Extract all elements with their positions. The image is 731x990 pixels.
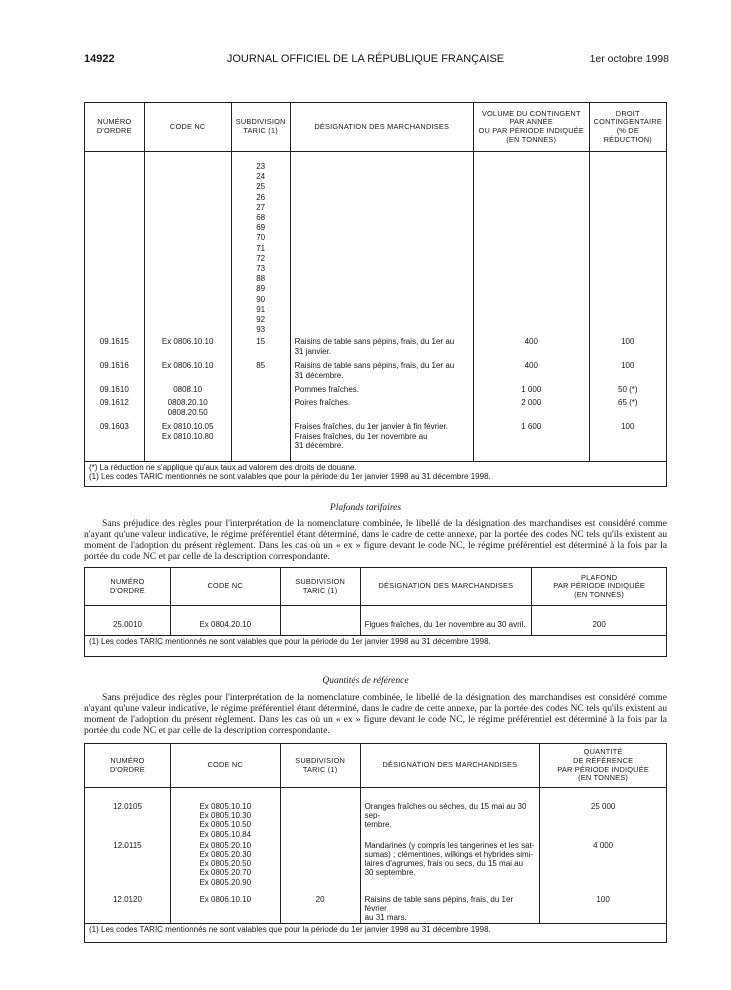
row-droit: 100 [589,360,666,384]
row-droit: 100 [589,336,666,360]
table-row [85,606,667,636]
issue-date: 1er octobre 1998 [589,53,669,65]
header-code-nc: CODE NC [170,744,280,788]
row-designation: Raisins de table sans pépins, frais, du 1er au 31 décembre. [290,360,473,384]
table-row [85,397,667,421]
row-code: 0808.10 [144,384,231,397]
footnote-reduction: (*) La réduction ne s'applique qu'aux taux ad valorem des droits de douane. [89,462,357,472]
header-subdivision: SUBDIVISION TARIC (1) [280,744,360,788]
header-designation: DÉSIGNATION DES MARCHANDISES [290,103,473,152]
table-row [85,788,667,840]
table-row [85,840,667,894]
row-droit: 100 [589,421,666,461]
table-row [85,336,667,360]
section-paragraph: Sans préjudice des règles pour l'interprétation de la nomenclature combinée, le libellé de la désignation des marchandises est considéré comme n'ayant qu'une valeur indicative, le régime préférentiel étant déterminé, dans le cadre de cette annexe, par la portée des codes NC tels qu'ils existent au moment de l'adoption du présent règlement. Dans les cas où un « ex » figure devant le code NC, le régime préférentiel est déterminé à la fois par la portée du code NC et par celle de la description correspondante. [84,692,667,736]
row-numero: 09.1603 [85,421,145,461]
footnote-taric: (1) Les codes TARIC mentionnés ne sont valables que pour la période du 1er janvier 1998 au 31 décembre 1998. [85,924,667,943]
row-designation: Raisins de table sans pépins, frais, du 1er au 31 janvier. [290,336,473,360]
header-numero: NUMÉRO D'ORDRE [85,568,171,606]
row-subdiv: 20 [280,894,360,924]
row-code: Ex 0805.10.10 Ex 0805.10.30 Ex 0805.10.50 Ex 0805.10.84 [170,788,280,840]
row-numero: 09.1610 [85,384,145,397]
row-volume: 400 [473,360,589,384]
header-droit: DROIT CONTINGENTAIRE (% DE RÉDUCTION) [589,103,666,152]
header-code-nc: CODE NC [170,568,280,606]
row-numero: 12.0120 [85,894,171,924]
row-quantite: 100 [540,894,667,924]
journal-title: JOURNAL OFFICIEL DE LA RÉPUBLIQUE FRANÇAISE [226,53,505,65]
ceiling-table [84,567,667,657]
row-volume: 1 000 [473,384,589,397]
section-paragraph: Sans préjudice des règles pour l'interprétation de la nomenclature combinée, le libellé de la désignation des marchandises est considéré comme n'ayant qu'une valeur indicative, le régime préférentiel étant déterminé, dans le cadre de cette annexe, par la portée des codes NC tels qu'ils existent au moment de l'adoption du présent règlement. Dans les cas où un « ex » figure devant le code NC, le régime préférentiel est déterminé à la fois par la portée du code NC et par celle de la description correspondante. [84,518,667,562]
row-designation: Raisins de table sans pépins, frais, du 1er février au 31 mars. [360,894,540,924]
row-volume: 1 600 [473,421,589,461]
page-number: 14922 [84,53,115,65]
row-designation: Poires fraîches. [290,397,473,421]
row-droit: 50 (*) [589,384,666,397]
header-numero: NUMÉRO D'ORDRE [85,744,171,788]
header-subdivision: SUBDIVISION TARIC (1) [280,568,360,606]
table-row [85,421,667,461]
row-subdiv [280,840,360,894]
row-numero: 12.0105 [85,788,171,840]
footnote-taric: (1) Les codes TARIC mentionnés ne sont valables que pour la période du 1er janvier 1998 au 31 décembre 1998. [89,472,491,482]
header-plafond: PLAFOND PAR PÉRIODE INDIQUÉE (EN TONNES) [532,568,667,606]
reference-quantity-table [84,743,667,943]
row-code: Ex 0805.20.10 Ex 0805.20.30 Ex 0805.20.50 Ex 0805.20.70 Ex 0805.20.90 [170,840,280,894]
header-designation: DÉSIGNATION DES MARCHANDISES [360,744,540,788]
row-code: Ex 0806.10.10 [144,336,231,360]
table-row [85,894,667,924]
row-quantite: 25 000 [540,788,667,840]
footnote-taric: (1) Les codes TARIC mentionnés ne sont valables que pour la période du 1er janvier 1998 au 31 décembre 1998. [85,636,667,657]
table-row [85,384,667,397]
header-volume: VOLUME DU CONTINGENT PAR ANNÉE OU PAR PÉRIODE INDIQUÉE (EN TONNES) [473,103,589,152]
row-designation: Mandarines (y compris les tangerines et les sat- sumas) ; clémentines, wilkings et hybrides simi- laires d'agrumes, frais ou secs, du 15 mai au 30 septembre. [360,840,540,894]
row-designation: Pommes fraîches. [290,384,473,397]
row-numero: 12.0115 [85,840,171,894]
row-code: Ex 0804.20.10 [170,606,280,636]
row-numero: 25.0010 [85,606,171,636]
section-title-plafonds: Plafonds tarifaires [329,503,402,513]
row-quantite: 4 000 [540,840,667,894]
row-subdiv [231,384,290,397]
row-subdiv: 85 [231,360,290,384]
header-numero: NUMÉRO D'ORDRE [85,103,145,152]
row-designation: Figues fraîches, du 1er novembre au 30 avril. [360,606,532,636]
header-designation: DÉSIGNATION DES MARCHANDISES [360,568,532,606]
row-droit: 65 (*) [589,397,666,421]
row-code: 0808.20.10 0808.20.50 [144,397,231,421]
row-subdiv [280,788,360,840]
table-footnotes [85,461,667,486]
row-numero: 09.1612 [85,397,145,421]
row-numero: 09.1616 [85,360,145,384]
row-subdiv [231,397,290,421]
row-subdiv [280,606,360,636]
row-volume: 400 [473,336,589,360]
row-designation: Fraises fraîches, du 1er janvier à fin février. Fraises fraîches, du 1er novembre au 31 décembre. [290,421,473,461]
quota-table [84,102,667,487]
section-title-quantites: Quantités de référence [322,676,409,686]
row-subdiv: 15 [231,336,290,360]
taric-code-list: 23 24 25 26 27 68 69 70 71 72 73 88 89 90 91 92 93 [231,152,290,337]
row-volume: 2 000 [473,397,589,421]
header-code-nc: CODE NC [144,103,231,152]
row-numero: 09.1615 [85,336,145,360]
table-row [85,360,667,384]
row-code: Ex 0810.10.05 Ex 0810.10.80 [144,421,231,461]
row-subdiv [231,421,290,461]
row-code: Ex 0806.10.10 [170,894,280,924]
header-subdivision: SUBDIVISION TARIC (1) [231,103,290,152]
row-plafond: 200 [532,606,667,636]
header-quantite: QUANTITÉ DE RÉFÉRENCE PAR PÉRIODE INDIQUÉE (EN TONNES) [540,744,667,788]
row-code: Ex 0806.10.10 [144,360,231,384]
row-designation: Oranges fraîches ou sèches, du 15 mai au 30 sep- tembre. [360,788,540,840]
